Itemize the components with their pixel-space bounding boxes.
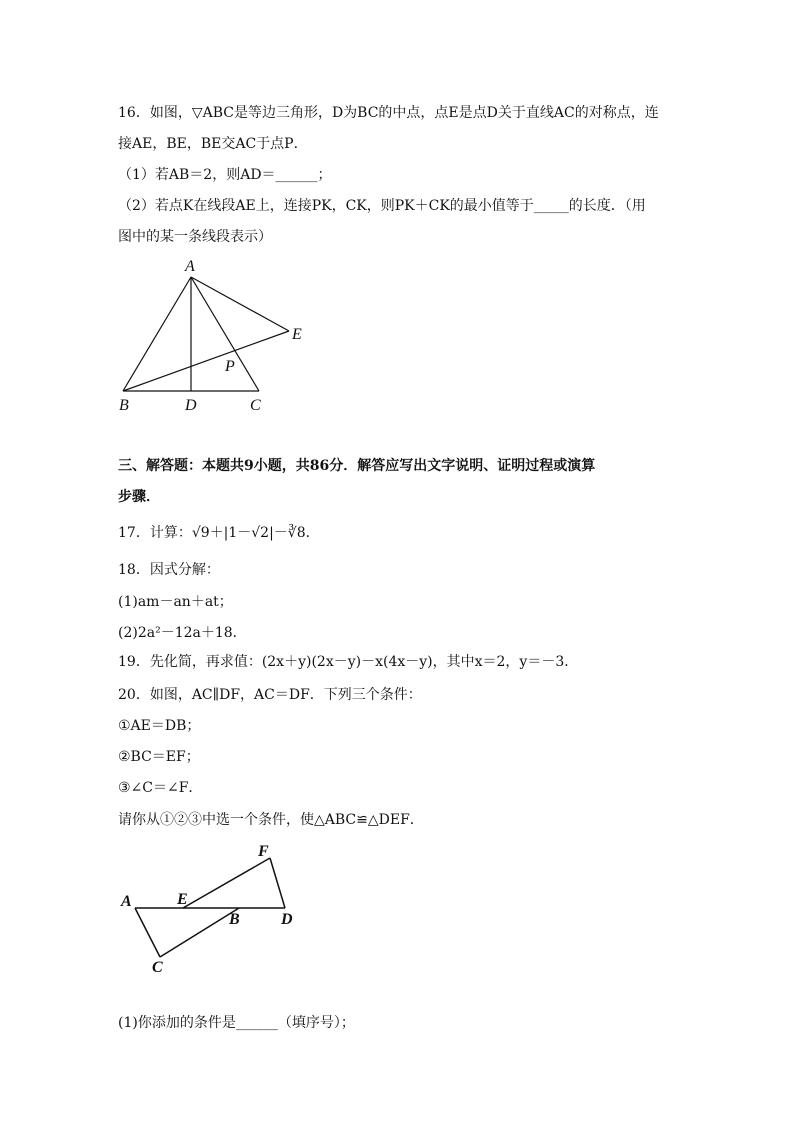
section3-heading-line1: 三、解答题：本题共9小题，共86分．解答应写出文字说明、证明过程或演算 xyxy=(118,458,596,474)
section3-heading-line2: 步骤． xyxy=(118,489,160,505)
q20-condition1: ①AE＝DB； xyxy=(118,718,201,734)
q20-line2: 请你从①②③中选一个条件，使△ABC≌△DEF． xyxy=(118,812,424,828)
q20-part1: (1)你添加的条件是______（填序号）； xyxy=(118,1015,355,1031)
q16-line2: 接AE，BE，BE交AC于点P． xyxy=(118,136,308,152)
segment-ab xyxy=(123,277,191,391)
q16-part2b: 图中的某一条线段表示） xyxy=(118,229,272,245)
label-c: C xyxy=(152,959,163,976)
label-d: D xyxy=(185,397,197,414)
segment-ae xyxy=(191,277,289,331)
label-f: F xyxy=(258,843,269,860)
label-b: B xyxy=(119,397,129,414)
q20-line1: 20．如图，AC∥DF，AC＝DF．下列三个条件： xyxy=(118,687,422,703)
q16-part2: （2）若点K在线段AE上，连接PK，CK，则PK＋CK的最小值等于_____的长度．（用 xyxy=(118,198,646,214)
label-a: A xyxy=(121,893,132,910)
label-c: C xyxy=(250,397,261,414)
q16-part1: （1）若AB＝2，则AD＝______； xyxy=(118,167,332,183)
q18-title: 18．因式分解： xyxy=(118,562,220,578)
q18-part1: (1)am－an＋at； xyxy=(118,594,233,610)
q19: 19．先化简，再求值：(2x＋y)(2x－y)－x(4x－y)，其中x＝2，y＝－3． xyxy=(118,654,579,670)
segment-cb xyxy=(160,908,239,957)
q16-triangle-figure xyxy=(110,255,320,415)
label-d: D xyxy=(281,911,293,928)
segment-be xyxy=(123,331,289,391)
label-a: A xyxy=(185,258,195,275)
q17: 17．计算：√9＋|1－√2|－∛8． xyxy=(118,525,320,541)
q20-condition2: ②BC＝EF； xyxy=(118,749,200,765)
label-e: E xyxy=(292,326,302,343)
label-e: E xyxy=(177,891,188,908)
q18-part2: (2)2a²－12a＋18． xyxy=(118,625,247,641)
segment-ac xyxy=(135,908,160,957)
label-b: B xyxy=(229,911,240,928)
label-p: P xyxy=(225,358,235,375)
q20-figure xyxy=(115,836,315,981)
segment-ef xyxy=(183,858,270,908)
q20-condition3: ③∠C＝∠F． xyxy=(118,780,203,796)
segment-fd xyxy=(270,858,285,908)
q16-line1: 16．如图，▽ABC是等边三角形，D为BC的中点，点E是点D关于直线AC的对称点，连 xyxy=(118,105,659,121)
